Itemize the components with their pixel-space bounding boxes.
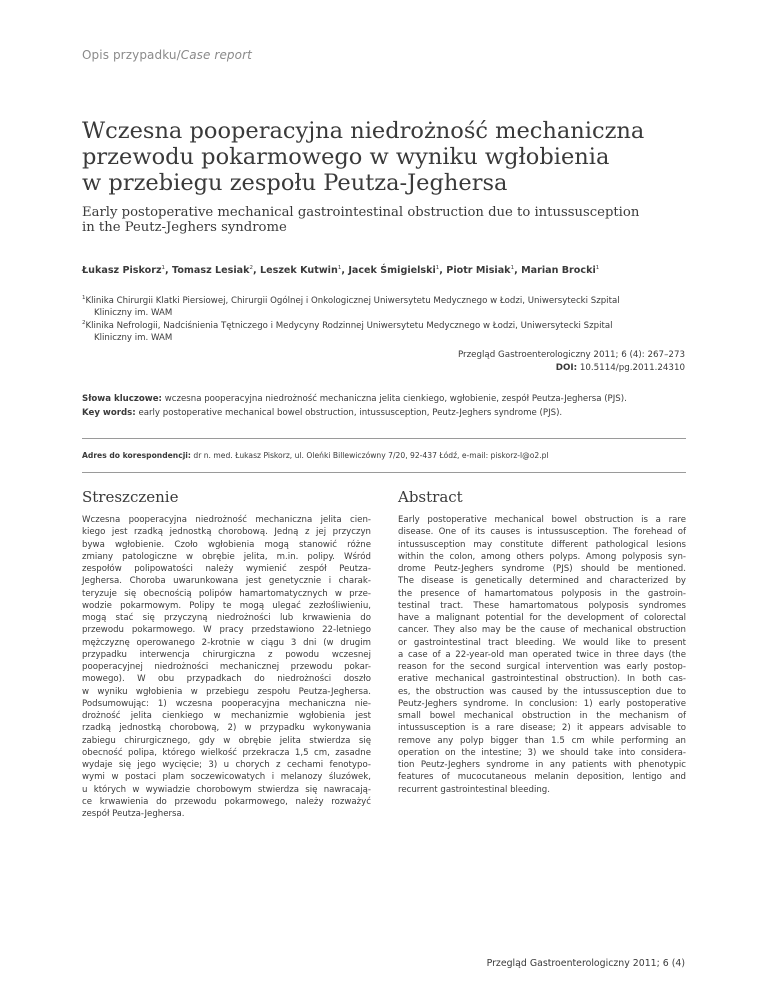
body-line: recurrent gastrointestinal bleeding.: [398, 784, 550, 795]
author-list: Łukasz Piskorz$^1$, Tomasz Lesiak$^2$, Leszek Kutwin$^1$, Jacek Śmigielski$^1$, Piotr Misiak$^1$, Marian Brocki$^1$: [82, 265, 600, 277]
body-line: or gastrointestinal tract bleeding. We would like to present: [398, 637, 686, 648]
keywords-en: Key words: early postoperative mechanical bowel obstruction, intussusception, Peutz-Jeghers syndrome (PJS).: [82, 408, 563, 418]
affiliation-2: $^2$Klinika Nefrologii, Nadciśnienia Tętniczego i Medycyny Rodzinnej Uniwersytetu Medycznego w Łodzi, Uniwersytecki Szpital Kliniczny im. WAM: [82, 320, 613, 344]
author-name: Jacek Śmigielski: [348, 265, 436, 277]
body-line: a case of a 22-year-old man operated twice in three days (the: [398, 649, 686, 660]
correspondence: Adres do korespondencji: dr n. med. Łukasz Piskorz, ul. Oleńki Billewiczówny 7/20, 92-437 Łódź, e-mail: piskorz-l@o2.pl: [82, 451, 549, 460]
body-line: within the colon, among others polyps. Among polyposis syn-: [398, 551, 686, 562]
streszczenie-heading: Streszczenie: [82, 488, 179, 506]
page-footer: Przegląd Gastroenterologiczny 2011; 6 (4): [486, 958, 685, 969]
abstract-heading: Abstract: [398, 488, 463, 506]
body-line: es, the obstruction was caused by the intussusception due to: [398, 686, 686, 697]
affiliation-1: $^1$Klinika Chirurgii Klatki Piersiowej, Chirurgii Ogólnej i Onkologicznej Uniwersytetu Medycznego w Łodzi, Uniwersytecki Szpital Kliniczny im. WAM: [82, 295, 620, 319]
body-line: mowego). W obu przypadkach do niedrożności doszło: [82, 674, 371, 685]
body-line: ce krwawienia do przewodu pokarmowego, należy rozważyć: [82, 796, 371, 807]
body-line: cancer. They also may be the cause of mechanical obstruction: [398, 625, 686, 636]
article-title: Wczesna pooperacyjna niedrożność mechaniczna przewodu pokarmowego w wyniku wgłobienia w przebiegu zespołu Peutza-Jeghersa: [82, 118, 645, 196]
abstract-body: [398, 514, 686, 796]
body-line: u których w wywiadzie chorobowym stwierdza się nawracają-: [82, 784, 371, 795]
body-line: tion Peutz-Jeghers syndrome in any patients with phenotypic: [398, 760, 686, 770]
body-line: small bowel mechanical obstruction in the mechanism of: [398, 711, 686, 721]
body-line: bywa wgłobienie. Czoło wgłobienia mogą stanowić różne: [82, 539, 371, 550]
body-line: rzadką jednostką chorobową, 2) w przypadku wykonywania: [82, 723, 371, 734]
body-line: pooperacyjnej niedrożności mechanicznej przewodu pokar-: [82, 662, 371, 672]
body-line: wodzie pokarmowym. Polipy te mogą ulegać zezłośliwieniu,: [82, 600, 371, 611]
body-line: disease. One of its causes is intussusception. The forehead of: [398, 527, 686, 538]
body-line: operation on the intestine; 3) we should take into considera-: [398, 747, 686, 758]
body-line: drożność jelita cienkiego w mechanizmie wgłobienia jest: [82, 711, 371, 721]
body-line: zespołów polipowatości należy wymienić zespół Peutza-: [82, 564, 371, 574]
body-line: erative mechanical gastrointestinal obstruction). In both cas-: [398, 674, 686, 685]
body-line: wymi w postaci plam soczewicowatych i melanozy śluzówek,: [82, 772, 371, 783]
journal-citation: Przegląd Gastroenterologiczny 2011; 6 (4): 267–273 DOI: 10.5114/pg.2011.24310: [457, 350, 685, 373]
author-name: Marian Brocki: [521, 265, 596, 277]
body-line: The disease is genetically determined and characterized by: [398, 576, 686, 587]
body-line: intussusception may constitute different pathological lesions: [398, 539, 686, 550]
body-line: w wyniku wgłobienia w przebiegu zespołu Peutza-Jeghersa.: [82, 686, 371, 697]
author-name: Tomasz Lesiak: [172, 265, 250, 277]
body-line: reason for the second surgical intervention was early postop-: [398, 662, 686, 672]
body-line: wydaje się jego wycięcie; 3) u chorych z cechami fenotypo-: [82, 760, 371, 770]
divider: [82, 472, 686, 473]
body-line: Peutz-Jeghers syndrome. In conclusion: 1) early postoperative: [398, 698, 686, 709]
body-line: the presence of hamartomatous polyposis in the gastroin-: [398, 588, 686, 599]
body-line: testinal tract. These hamartomatous polyposis syndromes: [398, 600, 686, 611]
body-line: Podsumowując: 1) wczesna pooperacyjna mechaniczna nie-: [82, 698, 371, 709]
author-name: Leszek Kutwin: [260, 265, 338, 277]
doi-link[interactable]: 10.5114/pg.2011.24310: [579, 363, 685, 373]
body-line: teryzuje się obecnością polipów hamartomatycznych w prze-: [82, 588, 371, 599]
article-type-label: Opis przypadku/Case report: [82, 48, 252, 62]
body-line: zespół Peutza-Jeghersa.: [82, 809, 185, 819]
body-line: Jeghersa. Choroba uwarunkowana jest genetycznie i charak-: [82, 576, 371, 587]
body-line: zabiegu chirurgicznego, gdy w obrębie jelita stwierdza się: [82, 735, 371, 746]
body-line: mogą stać się przyczyną niedrożności lub krwawienia do: [82, 613, 371, 623]
body-line: przewodu pokarmowego. W pracy przedstawiono 22-letniego: [82, 625, 371, 636]
body-line: przypadku interwencja chirurgiczna z powodu wczesnej: [82, 649, 371, 660]
body-line: obecność polipa, którego wielkość przekracza 1,5 cm, zasadne: [82, 747, 371, 758]
author-name: Piotr Misiak: [446, 265, 511, 277]
author-name: Łukasz Piskorz: [82, 265, 162, 277]
divider: [82, 438, 686, 439]
body-line: drome Peutz-Jeghers syndrome (PJS) should be mentioned.: [398, 564, 686, 574]
streszczenie-body: [82, 514, 371, 820]
body-line: Wczesna pooperacyjna niedrożność mechaniczna jelita cien-: [82, 515, 371, 525]
article-subtitle-en: Early postoperative mechanical gastrointestinal obstruction due to intussusception in the Peutz-Jeghers syndrome: [82, 205, 640, 235]
body-line: remove any polyp bigger than 1.5 cm while performing an: [398, 735, 686, 746]
body-line: mężczyznę operowanego 2-krotnie w ciągu 3 dni (w drugim: [82, 637, 371, 648]
keywords-pl: Słowa kluczowe: wczesna pooperacyjna niedrożność mechaniczna jelita cienkiego, wgłobienie, zespół Peutza-Jeghersa (PJS).: [82, 394, 627, 404]
body-line: features of mucocutaneous melanin deposition, lentigo and: [398, 772, 686, 783]
body-line: kiego jest rzadką jednostką chorobową. Jedną z jej przyczyn: [82, 527, 371, 538]
body-line: Early postoperative mechanical bowel obstruction is a rare: [398, 515, 686, 525]
body-line: have a malignant potential for the development of colorectal: [398, 613, 686, 623]
body-line: zmiany patologiczne w obrębie jelita, m.in. polipy. Wśród: [82, 551, 371, 562]
body-line: intussusception is a rare disease; 2) it appears advisable to: [398, 723, 686, 734]
